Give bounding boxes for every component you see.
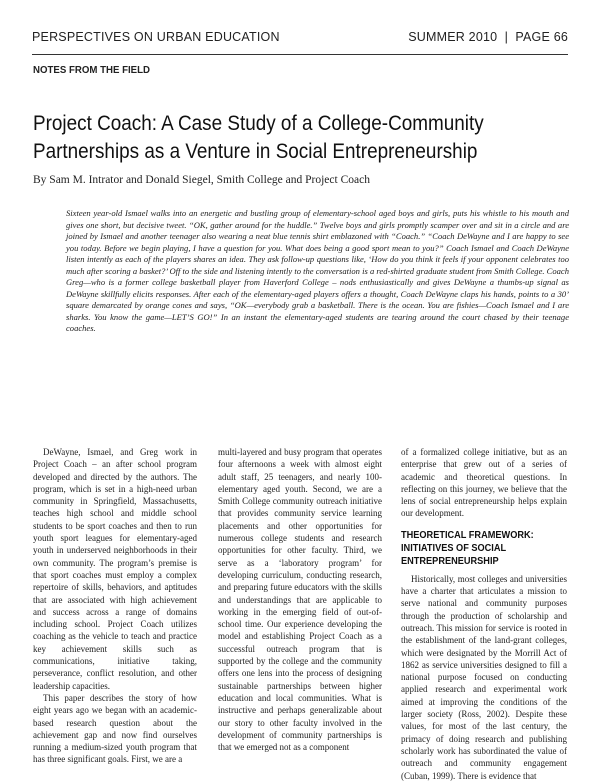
column-3 xyxy=(401,446,567,782)
body-paragraph: This paper describes the story of how eight years ago we began with an academic-based research question about the achievement gap and now find ourselves running a medium-sized youth program that has three significant goals. First, we are a xyxy=(33,692,197,765)
column-2 xyxy=(218,446,382,753)
journal-title: PERSPECTIVES ON URBAN EDUCATION xyxy=(32,30,280,44)
body-paragraph: of a formalized college initiative, but as an enterprise that grew out of a series of academic and theoretical questions. In reflecting on this journey, we believe that the lens of social entrepreneurship helps explain our development. xyxy=(401,447,567,519)
body-paragraph: DeWayne, Ismael, and Greg work in Project Coach – an after school program developed and directed by the authors. The program, which is set in a high-need urban community in Springfield, Massachusetts, teaches high school and middle school students to be sport coaches and then to run youth sport leagues for elementary-aged youth in underserved neighborhoods in their own community. The program’s premise is that sport coaches must employ a complex repertoire of skills, behaviors, and aptitudes that are associated with high achievement and success across a range of domains including school. Project Coach utilizes coaching as the vehicle to teach and practice key achievement skills such as communications, initiative taking, perseverance, conflict resolution, and other leadership capacities. xyxy=(33,447,197,691)
byline: By Sam M. Intrator and Donald Siegel, Smith College and Project Coach xyxy=(33,174,370,186)
abstract-vignette: Sixteen year-old Ismael walks into an energetic and bustling group of elementary-school aged boys and girls, puts his whistle to his mouth and gives one short, but decisive tweet. “OK, gather around for the huddle.” Twelve boys and girls promptly scamper over and sit in a circle and are joined by Ismael and another teenager also wearing a neat blue tennis shirt emblazoned with “Coach.” “Coach DeWayne and I are happy to see you today. Before we begin playing, I have a question for you. What does being a good sport mean to you?” Coach Ismael and Coach DeWayne listen intently as each of the players shares an idea. They ask follow-up questions like, ‘How do you think it feels if your opponent celebrates too much after scoring a basket?’ Off to the side and listening intently to the conversation is a red-shirted graduate student from Smith College. Coach Greg—who is a former college basketball player from Haverford College – nods enthusiastically and gives DeWayne a thumbs-up signal as DeWayne skillfully elicits responses. After each of the elementary-aged players offers a thought, Coach DeWayne claps his hands, points to a 30’ square demarcated by orange cones and says, “OK—everybody grab a basketball. There is the ocean. You are fishies—Coach Ismael and I are sharks. You know the game—LET’S GO!” In an instant the elementary-aged students are tearing around the court chased by their teenage coaches. xyxy=(66,208,569,333)
body-paragraph: Historically, most colleges and universities have a charter that articulates a mission to serve national and community purposes through the production of scholarship and outreach. This mission for service is rooted in the establishment of the land-grant colleges, which were designated by the Morrill Act of 1862 as service universities designed to fill a national purpose focused on conducting applied research and experimental work aimed at improving the conditions of the larger society (Ross, 2002). Despite these values, for most of the last century, the primacy of doing research and publishing scholarly work has subordinated the value of outreach and community engagement (Cuban, 1999). There is evidence that xyxy=(401,573,567,781)
body-columns xyxy=(33,446,570,781)
section-label: NOTES FROM THE FIELD xyxy=(33,64,150,76)
section-heading: THEORETICAL FRAMEWORK: INITIATIVES OF SOCIAL ENTREPRENEURSHIP xyxy=(401,529,534,567)
running-header xyxy=(32,16,568,55)
article-title: Project Coach: A Case Study of a College-Community Partnerships as a Venture in Social Entrepreneurship xyxy=(33,112,484,163)
issue-page-info: SUMMER 2010 | PAGE 66 xyxy=(408,30,568,44)
body-paragraph: multi-layered and busy program that operates four afternoons a week with almost eight adult staff, 25 teenagers, and nearly 100-elementary aged youth. Second, we are a Smith College community outreach initiative that provides community service learning placements and other opportunities for numerous college students and research opportunities for other faculty. Third, we serve as a ‘laboratory program’ for developing curriculum, conducting research, and preparing future educators with the skills and understandings that are applicable to working in the emerging field of out-of-school time. Our experience developing the model and establishing Project Coach as a successful outreach program that is supported by the college and the community offers one lens into the process of designing sustainable partnerships between higher education and local communities. What is instructive and perhaps generalizable about our story to other faculty involved in the development of community partnerships is that we emerged not as a component xyxy=(218,447,382,753)
column-1 xyxy=(33,446,197,766)
